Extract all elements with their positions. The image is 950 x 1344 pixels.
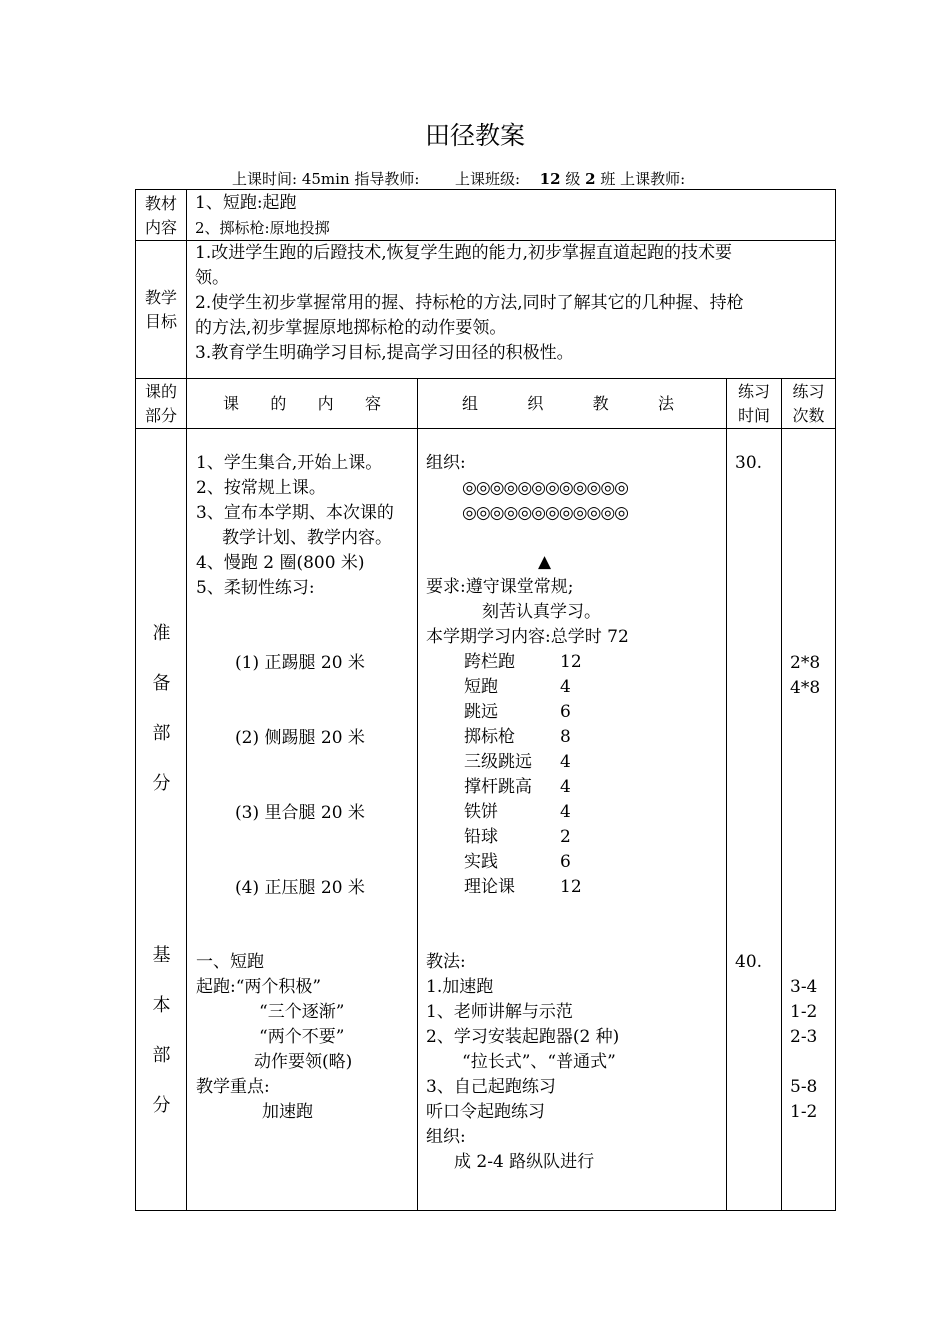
basic-line: “三个逐渐” <box>259 1002 345 1022</box>
goals-content-cell <box>187 241 836 379</box>
org-label: 组织: <box>426 453 466 473</box>
basic-method-line: “拉长式”、“普通式” <box>462 1052 616 1072</box>
time-header-1: 练习 <box>737 382 770 401</box>
basic-method-line: 成 2-4 路纵队进行 <box>454 1152 595 1172</box>
basic-count: 3-4 <box>790 977 818 997</box>
time-header-2: 时间 <box>737 406 770 425</box>
basic-method-line: 听口令起跑练习 <box>426 1102 545 1122</box>
method-header-char: 法 <box>657 393 674 413</box>
basic-method-line: 3、自己起跑练习 <box>426 1077 556 1097</box>
content-cell <box>187 429 418 1211</box>
basic-count: 1-2 <box>790 1002 818 1022</box>
drill-2: (2) 侧踢腿 20 米 <box>235 728 365 748</box>
prep-content-list <box>196 451 394 601</box>
subject-hours: 4 <box>560 677 571 697</box>
basic-method-list <box>426 950 619 1175</box>
subject-name: 理论课 <box>464 877 515 897</box>
duration-value: 45min <box>301 170 350 188</box>
basic-count: 1-2 <box>790 1102 818 1122</box>
basic-part-char: 部 <box>152 1045 171 1066</box>
page-title: 田径教案 <box>424 121 525 150</box>
basic-method-line: 组织: <box>426 1127 466 1147</box>
key-value: 加速跑 <box>262 1102 313 1122</box>
content-header-char: 容 <box>364 393 381 413</box>
basic-method-line: 2、学习安装起跑器(2 种) <box>426 1027 620 1047</box>
subject-hours: 4 <box>560 777 571 797</box>
basic-method-line: 1、老师讲解与示范 <box>426 1002 573 1022</box>
basic-part-char: 分 <box>152 1095 171 1116</box>
basic-line: “两个不要” <box>259 1027 345 1047</box>
method-header-cell <box>418 379 727 429</box>
subject-name: 短跑 <box>464 677 498 697</box>
prep-content-item: 5、柔韧性练习: <box>196 578 315 598</box>
count-header-1: 练习 <box>792 382 825 401</box>
prep-content-item: 教学计划、教学内容。 <box>222 528 392 548</box>
subject-hours: 12 <box>560 652 582 672</box>
subject-name: 实践 <box>464 852 498 872</box>
teacher-label: 上课教师: <box>620 170 686 188</box>
goal-line: 2.使学生初步掌握常用的握、持标枪的方法,同时了解其它的几种握、持枪 <box>195 293 744 313</box>
subject-name: 铁饼 <box>464 802 498 822</box>
guide-teacher-label: 指导教师: <box>354 170 420 188</box>
basic-heading: 一、短跑 <box>196 952 264 972</box>
formation-row: ◎◎◎◎◎◎◎◎◎◎◎◎ <box>462 503 629 523</box>
prep-count: 4*8 <box>790 678 821 698</box>
prep-content-item: 3、宣布本学期、本次课的 <box>196 503 394 523</box>
prep-content-item: 4、慢跑 2 圈(800 米) <box>196 553 365 573</box>
count-header-2: 次数 <box>792 406 825 425</box>
drill-4: (4) 正压腿 20 米 <box>235 878 365 898</box>
subject-name: 撑杆跳高 <box>464 777 532 797</box>
subject-name: 掷标枪 <box>464 727 515 747</box>
basic-start-label: 起跑:“两个积极” <box>196 977 322 997</box>
goals-label-cell <box>136 241 187 379</box>
drill-3: (3) 里合腿 20 米 <box>235 803 365 823</box>
basic-part-label <box>136 931 187 1131</box>
basic-part-char: 基 <box>152 945 171 966</box>
material-label-cell <box>136 190 187 241</box>
material-item-2: 2、掷标枪:原地投掷 <box>195 219 330 237</box>
method-header-char: 教 <box>592 393 609 413</box>
requirement-2: 刻苦认真学习。 <box>482 602 601 622</box>
basic-counts <box>790 975 817 1125</box>
formation-row: ◎◎◎◎◎◎◎◎◎◎◎◎ <box>462 478 629 498</box>
prep-part-char: 准 <box>152 623 171 644</box>
key-label: 教学重点: <box>196 1077 270 1097</box>
basic-part-char: 本 <box>152 995 171 1016</box>
time-header-cell <box>727 379 782 429</box>
prep-part-char: 备 <box>152 673 171 694</box>
basic-method-line: 1.加速跑 <box>426 977 494 997</box>
class-grade-unit: 级 <box>565 170 581 188</box>
count-cell <box>782 429 836 1211</box>
teacher-triangle-icon: ▲ <box>538 552 552 572</box>
class-number: 2 <box>585 170 596 188</box>
goals-label-2: 目标 <box>144 311 177 331</box>
method-header-char: 组 <box>462 393 479 413</box>
term-content-label: 本学期学习内容:总学时 72 <box>426 627 629 647</box>
goal-line: 的方法,初步掌握原地掷标枪的动作要领。 <box>195 318 507 338</box>
material-content-cell <box>187 190 836 241</box>
lesson-info-line <box>232 168 685 189</box>
subject-name: 跳远 <box>464 702 498 722</box>
subject-name: 三级跳远 <box>464 752 532 772</box>
goals-label-1: 教学 <box>144 287 177 307</box>
duration-label: 上课时间: <box>232 170 298 188</box>
content-header-char: 的 <box>270 393 287 413</box>
part-header-2: 部分 <box>144 406 177 425</box>
prep-time: 30. <box>735 453 763 473</box>
subject-hours: 4 <box>560 752 571 772</box>
subject-hours: 6 <box>560 852 571 872</box>
basic-line: 动作要领(略) <box>254 1052 353 1072</box>
class-label: 上课班级: <box>455 170 521 188</box>
method-header-char: 织 <box>527 393 544 413</box>
part-header-1: 课的 <box>144 382 177 401</box>
subject-hours: 8 <box>560 727 571 747</box>
subject-hours: 12 <box>560 877 582 897</box>
goal-line: 3.教育学生明确学习目标,提高学习田径的积极性。 <box>195 343 574 363</box>
basic-method-label: 教法: <box>426 952 466 972</box>
part-cell <box>136 429 187 1211</box>
material-label-2: 内容 <box>144 218 177 237</box>
material-label-1: 教材 <box>144 194 177 213</box>
basic-time: 40. <box>735 952 763 972</box>
class-grade: 12 <box>539 170 561 188</box>
column-header-row <box>136 379 836 429</box>
material-item-1: 1、短跑:起跑 <box>195 193 297 213</box>
method-cell <box>418 429 727 1211</box>
material-row <box>136 190 836 241</box>
goal-line: 领。 <box>195 268 229 288</box>
part-header-cell <box>136 379 187 429</box>
requirement-1: 要求:遵守课堂常规; <box>426 577 574 597</box>
subject-name: 跨栏跑 <box>464 652 515 672</box>
prep-part-char: 分 <box>152 773 171 794</box>
goals-row <box>136 241 836 379</box>
goal-line: 1.改进学生跑的后蹬技术,恢复学生跑的能力,初步掌握直道起跑的技术要 <box>195 243 733 263</box>
drill-1: (1) 正踢腿 20 米 <box>235 653 365 673</box>
prep-content-item: 2、按常规上课。 <box>196 478 326 498</box>
basic-count: 5-8 <box>790 1077 818 1097</box>
subject-hours: 4 <box>560 802 571 822</box>
content-header-char: 课 <box>223 393 240 413</box>
lesson-plan-table <box>135 189 836 1211</box>
prep-count: 2*8 <box>790 653 821 673</box>
prep-counts <box>790 651 820 701</box>
class-unit: 班 <box>600 170 616 188</box>
prep-part-label <box>136 609 187 809</box>
prep-part-char: 部 <box>152 723 171 744</box>
prep-content-item: 1、学生集合,开始上课。 <box>196 453 383 473</box>
content-header-cell <box>187 379 418 429</box>
time-cell <box>727 429 782 1211</box>
basic-count: 2-3 <box>790 1027 818 1047</box>
count-header-cell <box>782 379 836 429</box>
basic-count <box>790 1050 817 1075</box>
lesson-body-row <box>136 429 836 1211</box>
content-header-char: 内 <box>317 393 334 413</box>
subject-hours: 6 <box>560 702 571 722</box>
subject-list <box>464 650 582 900</box>
subject-name: 铅球 <box>464 827 498 847</box>
subject-hours: 2 <box>560 827 571 847</box>
